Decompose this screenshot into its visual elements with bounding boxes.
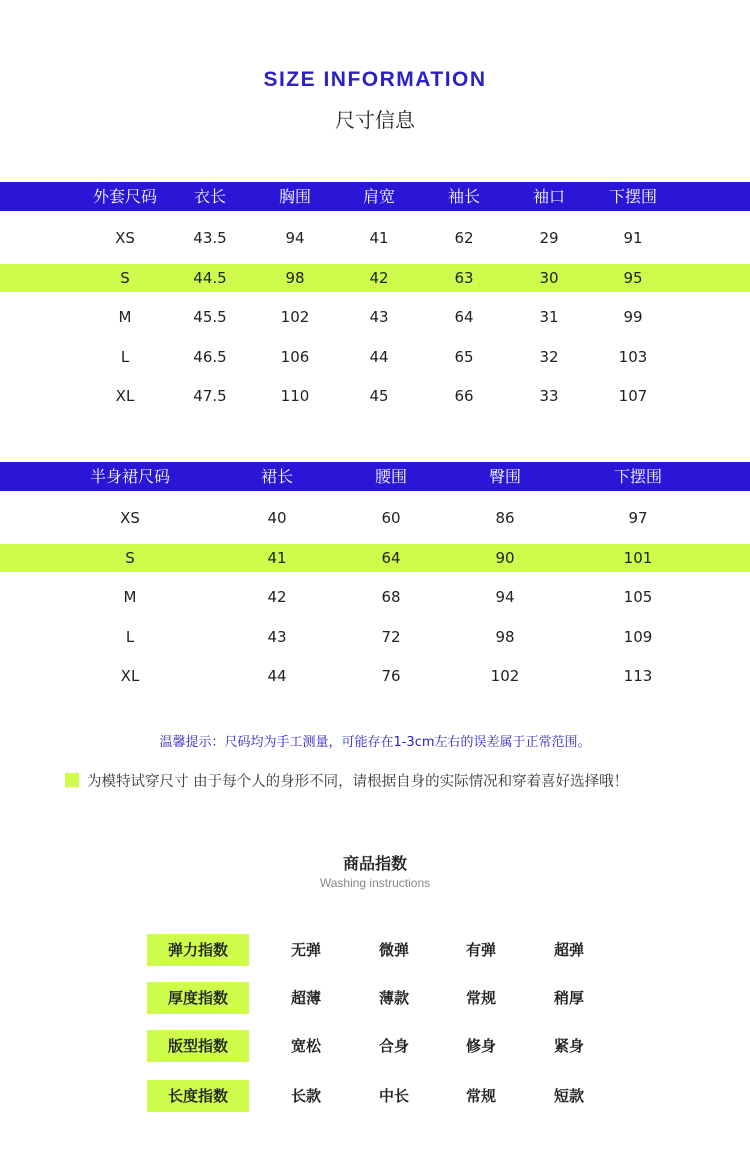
table-cell: XS xyxy=(120,509,140,527)
table-cell: 42 xyxy=(267,588,287,606)
skirt-col-length: 裙长 xyxy=(260,467,293,486)
index-option-label: 宽松 xyxy=(290,1037,321,1055)
table-cell: 33 xyxy=(539,387,559,405)
index-option-label: 有弹 xyxy=(465,941,496,959)
index-option xyxy=(349,934,439,966)
table-cell: 102 xyxy=(280,308,310,326)
table-cell: XL xyxy=(120,667,140,685)
table-cell: 60 xyxy=(381,509,401,527)
table-cell: 32 xyxy=(539,347,559,366)
table-cell: 42 xyxy=(369,268,389,287)
table-cell: 91 xyxy=(623,229,643,247)
table-cell: 99 xyxy=(623,308,643,326)
jacket-col-chest: 胸围 xyxy=(278,187,311,206)
index-option-label: 薄款 xyxy=(378,989,409,1007)
index-option xyxy=(349,982,439,1014)
index-option-label: 超弹 xyxy=(553,941,584,959)
index-option-label: 短款 xyxy=(553,1087,584,1105)
jacket-col-size: 外套尺码 xyxy=(92,187,157,206)
table-cell: 46.5 xyxy=(193,347,227,366)
table-cell: S xyxy=(120,268,130,287)
title-cn: 尺寸信息 xyxy=(335,108,415,132)
index-option-label: 中长 xyxy=(378,1087,409,1105)
index-option xyxy=(436,1080,526,1112)
table-cell: 31 xyxy=(539,308,559,326)
selected-underline xyxy=(283,959,329,964)
table-row xyxy=(0,382,750,410)
table-cell: 44 xyxy=(369,347,389,366)
table-row xyxy=(0,303,750,331)
jacket-col-hem: 下摆围 xyxy=(608,187,657,206)
title-en: SIZE INFORMATION xyxy=(263,68,487,91)
index-option-label: 常规 xyxy=(465,1087,496,1105)
table-cell: 41 xyxy=(267,548,287,567)
table-cell: 90 xyxy=(495,548,515,567)
index-option-label: 紧身 xyxy=(553,1037,584,1055)
skirt-col-hip: 臀围 xyxy=(488,467,521,486)
table-cell: 95 xyxy=(623,268,643,287)
index-option xyxy=(436,934,526,966)
table-cell: 44.5 xyxy=(193,268,227,287)
table-cell: 40 xyxy=(267,509,287,527)
note-marker xyxy=(65,773,79,787)
table-cell: 109 xyxy=(623,627,653,646)
table-cell: 86 xyxy=(495,509,515,527)
index-label: 版型指数 xyxy=(147,1030,249,1062)
table-row xyxy=(0,662,750,690)
table-cell: 107 xyxy=(618,387,648,405)
jacket-col-length: 衣长 xyxy=(193,187,226,206)
product-index-subtitle: Washing instructions xyxy=(319,876,431,890)
table-row xyxy=(0,583,750,611)
selected-underline xyxy=(371,1055,417,1060)
table-row xyxy=(0,623,750,651)
table-cell: 98 xyxy=(495,627,515,646)
selected-underline xyxy=(458,1105,504,1110)
table-cell: S xyxy=(125,548,135,567)
table-cell: 94 xyxy=(495,588,515,606)
table-cell: 41 xyxy=(369,229,389,247)
table-cell: 62 xyxy=(454,229,474,247)
jacket-table-header xyxy=(0,182,750,211)
skirt-col-size: 半身裙尺码 xyxy=(89,467,170,486)
index-option xyxy=(349,1080,439,1112)
table-cell: 65 xyxy=(454,347,474,366)
index-option xyxy=(261,934,351,966)
table-cell: 106 xyxy=(280,347,310,366)
table-cell: 29 xyxy=(539,229,559,247)
table-cell: 113 xyxy=(623,667,653,685)
table-cell: L xyxy=(120,347,130,366)
table-cell: 103 xyxy=(618,347,648,366)
index-option xyxy=(524,934,614,966)
table-cell: 110 xyxy=(280,387,310,405)
index-option-label: 微弹 xyxy=(378,941,409,959)
index-option-label: 合身 xyxy=(378,1037,409,1055)
index-option xyxy=(436,1030,526,1062)
table-row xyxy=(0,504,750,532)
table-cell: M xyxy=(118,308,132,326)
index-option-label: 稍厚 xyxy=(553,989,584,1007)
table-cell: 64 xyxy=(381,548,401,567)
table-cell: 102 xyxy=(490,667,520,685)
table-cell: 64 xyxy=(454,308,474,326)
jacket-col-cuff: 袖口 xyxy=(532,187,565,206)
index-option xyxy=(261,1080,351,1112)
skirt-col-hem: 下摆围 xyxy=(613,467,662,486)
index-option-label: 无弹 xyxy=(290,941,321,959)
table-cell: 66 xyxy=(454,387,474,405)
skirt-table-header xyxy=(0,462,750,491)
index-option xyxy=(524,1030,614,1062)
table-cell: 45.5 xyxy=(193,308,227,326)
skirt-col-waist: 腰围 xyxy=(374,467,407,486)
table-cell: 98 xyxy=(285,268,305,287)
table-cell: M xyxy=(123,588,137,606)
jacket-col-shoulder: 肩宽 xyxy=(362,187,395,206)
tip-text: 温馨提示：尺码均为手工测量，可能存在1-3cm左右的误差属于正常范围。 xyxy=(159,735,591,750)
index-label: 长度指数 xyxy=(147,1080,249,1112)
table-cell: 30 xyxy=(539,268,559,287)
table-cell: 76 xyxy=(381,667,401,685)
table-cell: 63 xyxy=(454,268,474,287)
table-cell: 43 xyxy=(369,308,389,326)
table-cell: 97 xyxy=(628,509,648,527)
table-cell: 44 xyxy=(267,667,287,685)
table-cell: L xyxy=(125,627,135,646)
table-cell: 43 xyxy=(267,627,287,646)
index-option-label: 超薄 xyxy=(290,989,321,1007)
table-cell: 43.5 xyxy=(193,229,227,247)
table-cell: XL xyxy=(115,387,135,405)
table-row xyxy=(0,224,750,252)
table-row xyxy=(0,264,750,292)
index-label: 厚度指数 xyxy=(147,982,249,1014)
index-option-label: 常规 xyxy=(465,989,496,1007)
index-option-label: 修身 xyxy=(465,1037,496,1055)
index-option xyxy=(261,982,351,1014)
table-cell: 105 xyxy=(623,588,653,606)
table-cell: 94 xyxy=(285,229,305,247)
table-row xyxy=(0,343,750,371)
model-note xyxy=(65,769,628,791)
index-label: 弹力指数 xyxy=(147,934,249,966)
index-option xyxy=(524,982,614,1014)
index-option xyxy=(261,1030,351,1062)
note-text: 为模特试穿尺寸 由于每个人的身形不同，请根据自身的实际情况和穿着喜好选择哦！ xyxy=(87,773,629,790)
table-cell: 68 xyxy=(381,588,401,606)
table-cell: XS xyxy=(115,229,135,247)
index-option-label: 长款 xyxy=(290,1087,321,1105)
table-cell: 72 xyxy=(381,627,401,646)
table-cell: 45 xyxy=(369,387,389,405)
selected-underline xyxy=(546,1007,592,1012)
table-cell: 101 xyxy=(623,548,653,567)
index-option xyxy=(349,1030,439,1062)
table-row xyxy=(0,544,750,572)
table-cell: 47.5 xyxy=(193,387,227,405)
product-index-title: 商品指数 xyxy=(342,854,407,873)
jacket-col-sleeve: 袖长 xyxy=(447,187,480,206)
index-option xyxy=(524,1080,614,1112)
index-option xyxy=(436,982,526,1014)
